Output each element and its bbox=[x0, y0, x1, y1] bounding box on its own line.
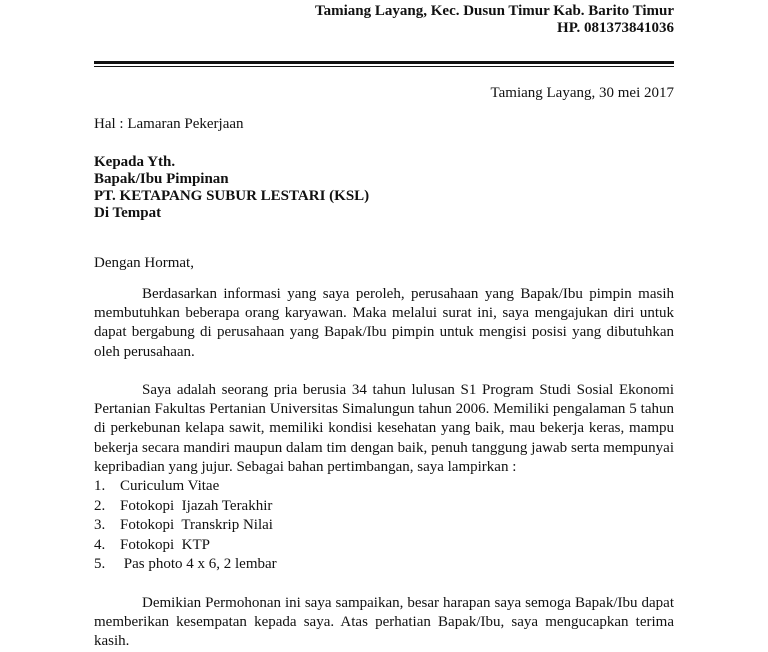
date-line: Tamiang Layang, 30 mei 2017 bbox=[490, 85, 674, 101]
list-item: 2. Fotokopi Ijazah Terakhir bbox=[94, 497, 273, 514]
list-item: 3. Fotokopi Transkrip Nilai bbox=[94, 517, 273, 533]
recipient-company: PT. KETAPANG SUBUR LESTARI (KSL) bbox=[94, 188, 370, 204]
recipient-line-2: Bapak/Ibu Pimpinan bbox=[94, 171, 229, 187]
letterhead-phone: HP. 081373841036 bbox=[557, 20, 674, 36]
letterhead-address: Tamiang Layang, Kec. Dusun Timur Kab. Barito Timur bbox=[315, 3, 674, 19]
recipient-line-1: Kepada Yth. bbox=[94, 154, 176, 170]
subject-line: Hal : Lamaran Pekerjaan bbox=[94, 116, 244, 132]
greeting: Dengan Hormat, bbox=[94, 255, 194, 271]
paragraph-intro: Berdasarkan informasi yang saya peroleh, perusahaan yang Bapak/Ibu pimpin masih membutuhkan beberapa orang karyawan. Maka melalui surat ini, saya mengajukan diri untuk dapat bergabung di perusahaan yang Bapak/Ibu pimpin untuk mengisi posisi yang dibutuhkan oleh perusahaan. bbox=[94, 286, 674, 360]
list-item: 5. Pas photo 4 x 6, 2 lembar bbox=[94, 556, 277, 572]
recipient-line-4: Di Tempat bbox=[94, 205, 162, 221]
attachment-list bbox=[94, 477, 277, 575]
list-item: 1. Curiculum Vitae bbox=[94, 478, 220, 494]
list-item: 4. Fotokopi KTP bbox=[94, 536, 211, 553]
paragraph-profile: Saya adalah seorang pria berusia 34 tahun lulusan S1 Program Studi Sosial Ekonomi Pertanian Fakultas Pertanian Universitas Simalungun tahun 2006. Memiliki pengalaman 5 tahun di perkebunan kelapa sawit, memiliki kondisi kesehatan yang baik, mau bekerja keras, mampu bekerja secara mandiri maupun dalam tim dengan baik, penuh tanggung jawab serta mempunyai kepribadian yang jujur. Sebagai bahan pertimbangan, saya lampirkan : bbox=[94, 382, 674, 475]
recipient-block bbox=[94, 154, 369, 222]
letterhead-rule-thick bbox=[94, 61, 674, 64]
letterhead-rule-thin bbox=[94, 66, 674, 67]
paragraph-closing: Demikian Permohonan ini saya sampaikan, besar harapan saya semoga Bapak/Ibu dapat memberikan kesempatan kepada saya. Atas perhatian Bapak/Ibu, saya mengucapkan terima kasih. bbox=[94, 595, 674, 650]
